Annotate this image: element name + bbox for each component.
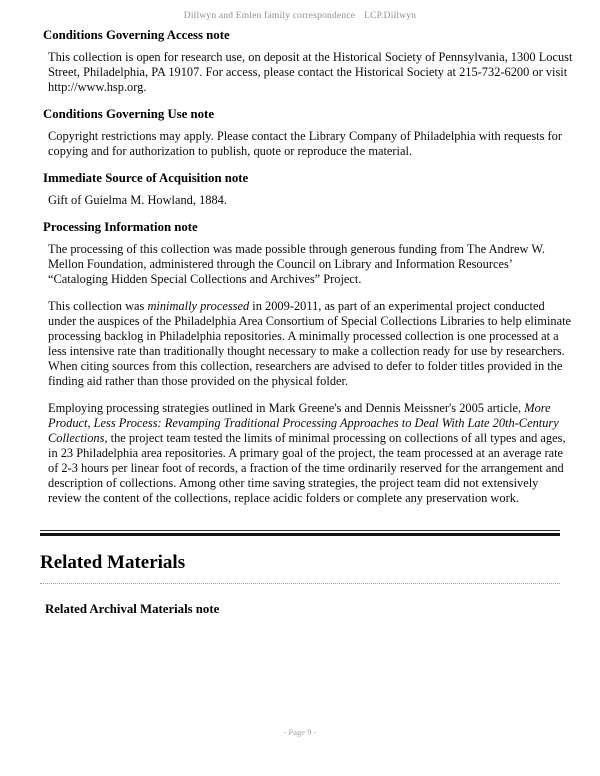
section-heading-conditions-access: Conditions Governing Access note [43,28,230,42]
related-archival-materials-heading: Related Archival Materials note [45,602,220,616]
paragraph-use-note: Copyright restrictions may apply. Please contact the Library Company of Philadelphia with requests for copying and for authorization to publish, quote or reproduce the material. [48,129,562,158]
section-conditions-access [43,28,573,95]
page-number-footer: - Page 9 - [283,727,317,737]
section-heading-processing-info: Processing Information note [43,220,198,234]
paragraph-acquisition-note: Gift of Guielma M. Howland, 1884. [48,193,227,207]
related-materials-heading: Related Materials [40,552,186,573]
section-divider-rule [40,530,560,536]
paragraph-processing-funding: The processing of this collection was made possible through generous funding from The Andrew W. Mellon Foundation, administered through the Council on Library and Information Resources’ “Cataloging Hidden Special Collections and Archives” Project. [48,242,546,286]
section-heading-conditions-use: Conditions Governing Use note [43,107,214,121]
dotted-divider [40,583,560,584]
paragraph-access-note: This collection is open for research use, on deposit at the Historical Society of Pennsylvania, 1300 Locust Street, Philadelphia, PA 19107. For access, please contact the Historical Society at 215-732-6200 or visit http://www.hsp.org. [48,50,573,94]
paragraph-processing-strategies: Employing processing strategies outlined in Mark Greene's and Dennis Meissner's 2005 article, More Product, Less Process: Revamping Traditional Processing Approaches to Deal With Late 20th-Century Collections, the project team tested the limits of minimal processing on collections of all types and ages, in 23 Philadelphia area repositories. A primary goal of the project, the team processed at an average rate of 2-3 hours per linear foot of records, a fraction of the time ordinarily reserved for the arrangement and description of collections. Among other time saving strategies, the project team did not extensively review the content of the collections, replace acidic folders or complete any preservation work. [48,401,566,505]
running-header-collection-id: LCP.Dillwyn [364,11,417,21]
section-processing-info [43,220,573,506]
section-heading-acquisition: Immediate Source of Acquisition note [43,171,249,185]
paragraph-minimal-processing: This collection was minimally processed in 2009-2011, as part of an experimental project conducted under the auspices of the Philadelphia Area Consortium of Special Collections Libraries to help eliminate processing backlog in Philadelphia repositories. A minimally processed collection is one processed at a less intensive rate than traditionally thought necessary to make a collection ready for use by researchers. When citing sources from this collection, researchers are advised to defer to folder titles provided in the finding aid rather than those provided on the physical folder. [48,299,572,388]
section-conditions-use [43,107,573,159]
running-header-title: Dillwyn and Emlen family correspondence [183,11,356,21]
section-acquisition [43,171,573,208]
